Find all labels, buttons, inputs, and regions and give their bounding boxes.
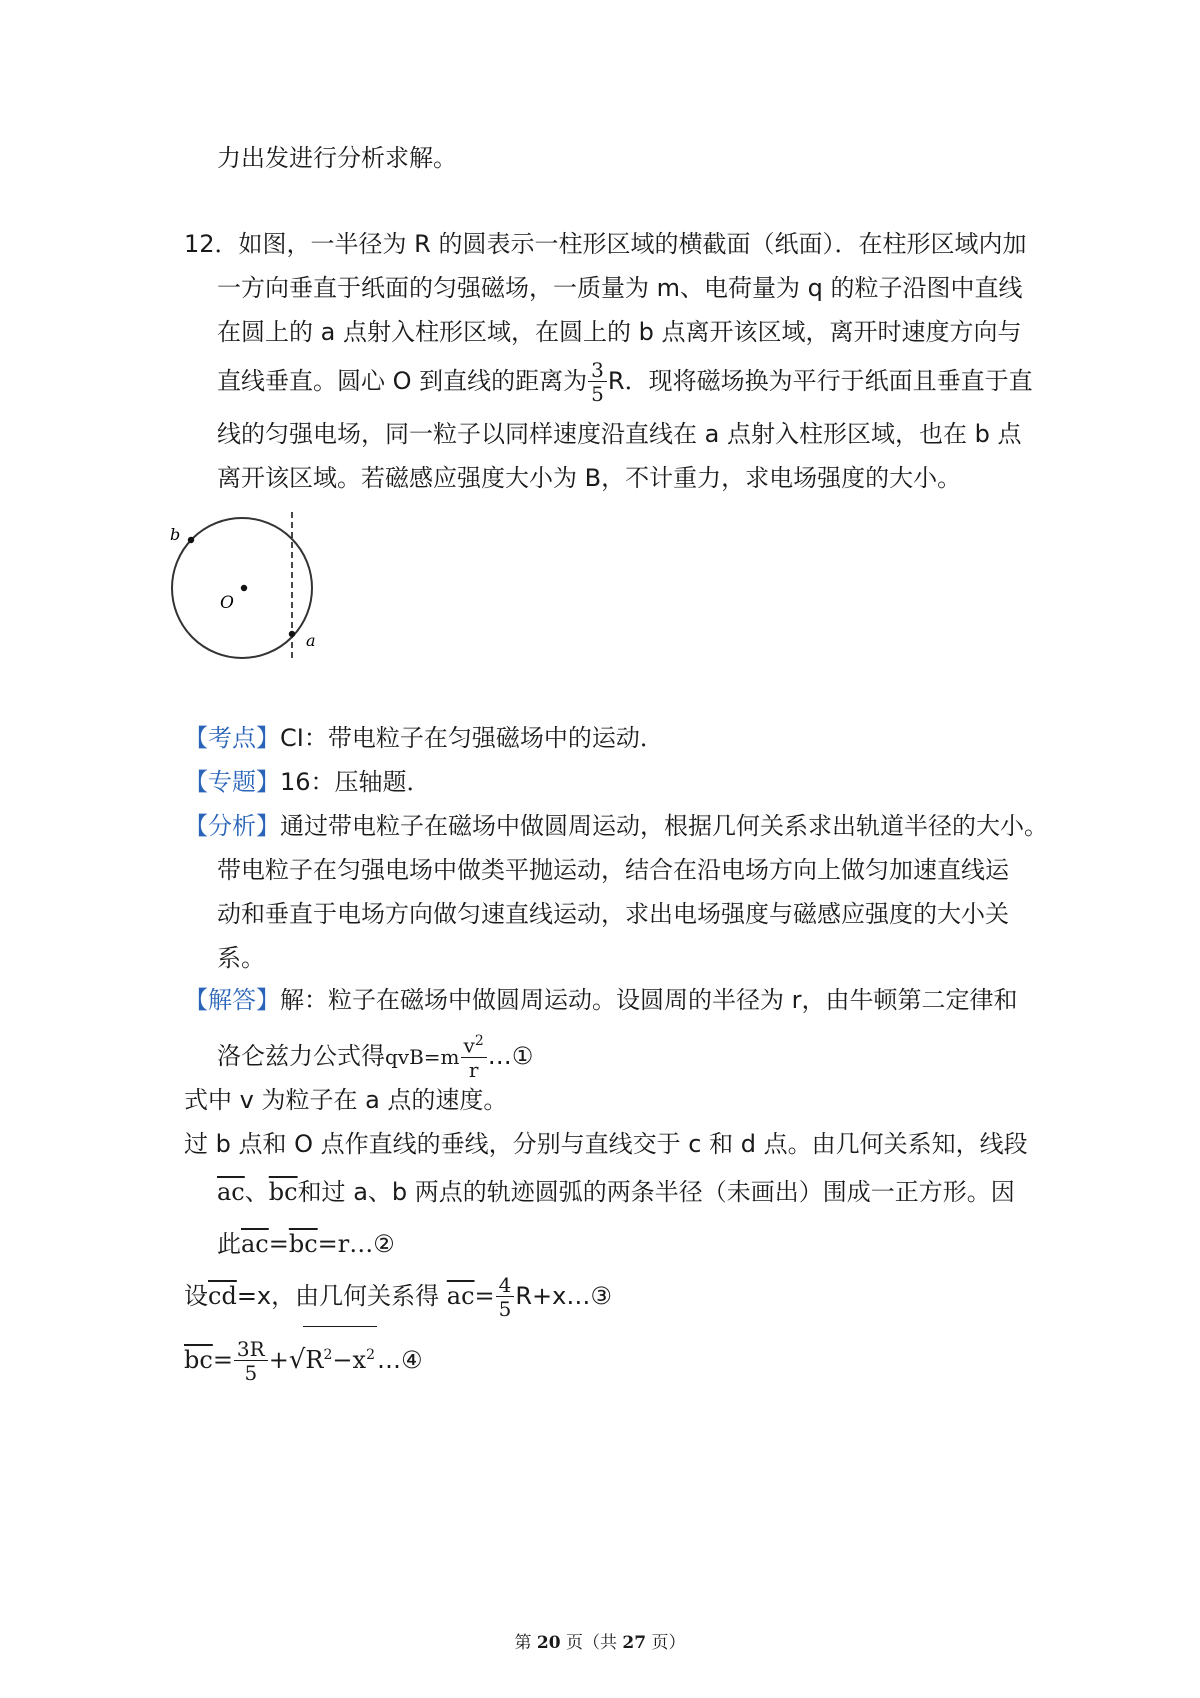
kaodian-tag: 【考点】 [184, 724, 280, 752]
jieda-line-2 [217, 1028, 533, 1085]
fenxi-line-3: 动和垂直于电场方向做匀速直线运动，求出电场强度与磁感应强度的大小关 [217, 900, 1009, 928]
eq1-den: r [468, 1057, 479, 1082]
segment-bc: $\overline{bc}$ [268, 1178, 298, 1206]
fenxi-line-2: 带电粒子在匀强电场中做类平抛运动，结合在沿电场方向上做匀加速直线运 [217, 856, 1009, 884]
jieda-line-4: 过 b 点和 O 点作直线的垂线，分别与直线交于 c 和 d 点。由几何关系知，线段 [184, 1130, 1028, 1158]
eq3-fraction [496, 1275, 515, 1319]
problem-text: R．现将磁场换为平行于纸面且垂直于直 [607, 367, 1033, 395]
segment-bc: $\overline{bc}$ [184, 1346, 213, 1374]
jieda-text: 和过 a、b 两点的轨迹圆弧的两条半径（未画出）围成一正方形。因 [297, 1178, 1015, 1206]
radicand-minus-x: −x [332, 1346, 367, 1374]
eq3-num: 4 [496, 1275, 515, 1297]
footer-page-number: 20 [536, 1633, 561, 1653]
footer-total-pages: 27 [622, 1633, 647, 1653]
fenxi-tag: 【分析】 [184, 812, 280, 840]
problem-line-3: 在圆上的 a 点射入柱形区域，在圆上的 b 点离开该区域，离开时速度方向与 [217, 318, 1022, 346]
eq4-fraction [234, 1339, 268, 1383]
footer-mid: 页（共 [560, 1633, 623, 1653]
separator: 、 [244, 1178, 269, 1206]
label-O: O [220, 593, 234, 613]
jieda-text: =x，由几何关系得 [236, 1282, 447, 1310]
jieda-text: 解：粒子在磁场中做圆周运动。设圆周的半径为 r，由牛顿第二定律和 [280, 986, 1018, 1014]
radicand-sup-1: 2 [323, 1347, 333, 1363]
problem-line-5: 线的匀强电场，同一粒子以同样速度沿直线在 a 点射入柱形区域，也在 b 点 [217, 420, 1022, 448]
frac-den: 5 [591, 382, 604, 406]
eq3-rhs: R+x…③ [515, 1282, 612, 1310]
eq3-den: 5 [498, 1297, 512, 1321]
jieda-text: 设 [184, 1282, 208, 1310]
jieda-tag: 【解答】 [184, 986, 280, 1014]
eq1-fraction [461, 1034, 487, 1080]
frac-num: 3 [588, 360, 607, 382]
eq1-num-sup: 2 [474, 1033, 484, 1050]
eq4-equals: = [212, 1346, 233, 1374]
segment-ac: $\overline{ac}$ [446, 1282, 475, 1310]
zhuanti-text: 16：压轴题． [280, 768, 431, 796]
jieda-line-6 [217, 1228, 395, 1260]
center-point-O [241, 585, 247, 591]
jieda-line-3: 式中 v 为粒子在 a 点的速度。 [184, 1086, 508, 1114]
point-b [188, 537, 194, 543]
eq2-rhs: =r…② [317, 1230, 395, 1258]
eq4-num: 3R [234, 1339, 268, 1361]
radicand-sup-2: 2 [366, 1347, 375, 1363]
page-footer [0, 1628, 1200, 1653]
label-a: a [306, 631, 316, 650]
jieda-line-5 [217, 1176, 1015, 1208]
eq3-equals: = [474, 1282, 495, 1310]
eq2-equals: = [268, 1230, 289, 1258]
radicand-R: R [305, 1346, 324, 1374]
label-b: b [170, 525, 181, 544]
eq1-lhs: qvB=m [385, 1045, 460, 1069]
segment-bc: $\overline{bc}$ [288, 1230, 318, 1258]
problem-line-6: 离开该区域。若磁感应强度大小为 B，不计重力，求电场强度的大小。 [217, 464, 962, 492]
problem-number: 12． [184, 230, 239, 258]
eq1-num-v: v [463, 1033, 475, 1058]
sqrt-icon: √ [288, 1345, 306, 1375]
eq4-radicand [303, 1326, 377, 1388]
eq4-mark: …④ [376, 1346, 423, 1374]
problem-text: 直线垂直。圆心 O 到直线的距离为 [217, 367, 588, 395]
segment-ac: $\overline{ac}$ [217, 1178, 245, 1206]
eq1-mark: …① [487, 1042, 534, 1070]
jieda-line-8 [184, 1326, 423, 1388]
eq4-plus: + [268, 1346, 289, 1374]
fenxi-line-1 [184, 810, 1048, 842]
eq1-num [461, 1034, 487, 1058]
kaodian-line [184, 722, 664, 754]
problem-line-2: 一方向垂直于纸面的匀强磁场，一质量为 m、电荷量为 q 的粒子沿图中直线 [217, 274, 1023, 302]
top-text-line: 力出发进行分析求解。 [217, 144, 457, 172]
point-a [289, 631, 295, 637]
jieda-line-1 [184, 984, 1018, 1016]
footer-post: 页） [646, 1633, 686, 1653]
segment-cd: $\overline{cd}$ [208, 1282, 237, 1310]
circle-figure [160, 508, 350, 668]
eq4-den: 5 [244, 1361, 258, 1385]
problem-text: 如图，一半径为 R 的圆表示一柱形区域的横截面（纸面）．在柱形区域内加 [238, 230, 1027, 258]
jieda-line-7 [184, 1270, 612, 1322]
zhuanti-line [184, 766, 431, 798]
segment-ac: $\overline{ac}$ [241, 1230, 269, 1258]
zhuanti-tag: 【专题】 [184, 768, 280, 796]
footer-pre: 第 [514, 1633, 537, 1653]
fenxi-line-4: 系。 [217, 944, 265, 972]
jieda-text: 洛仑兹力公式得 [217, 1042, 385, 1070]
fenxi-text: 通过带电粒子在磁场中做圆周运动，根据几何关系求出轨道半径的大小。 [280, 812, 1048, 840]
jieda-text: 此 [217, 1230, 241, 1258]
kaodian-text: CI：带电粒子在匀强磁场中的运动． [280, 724, 664, 752]
fraction-3-5 [588, 360, 607, 404]
problem-line-4 [217, 356, 1033, 406]
problem-line-1 [184, 228, 1026, 260]
